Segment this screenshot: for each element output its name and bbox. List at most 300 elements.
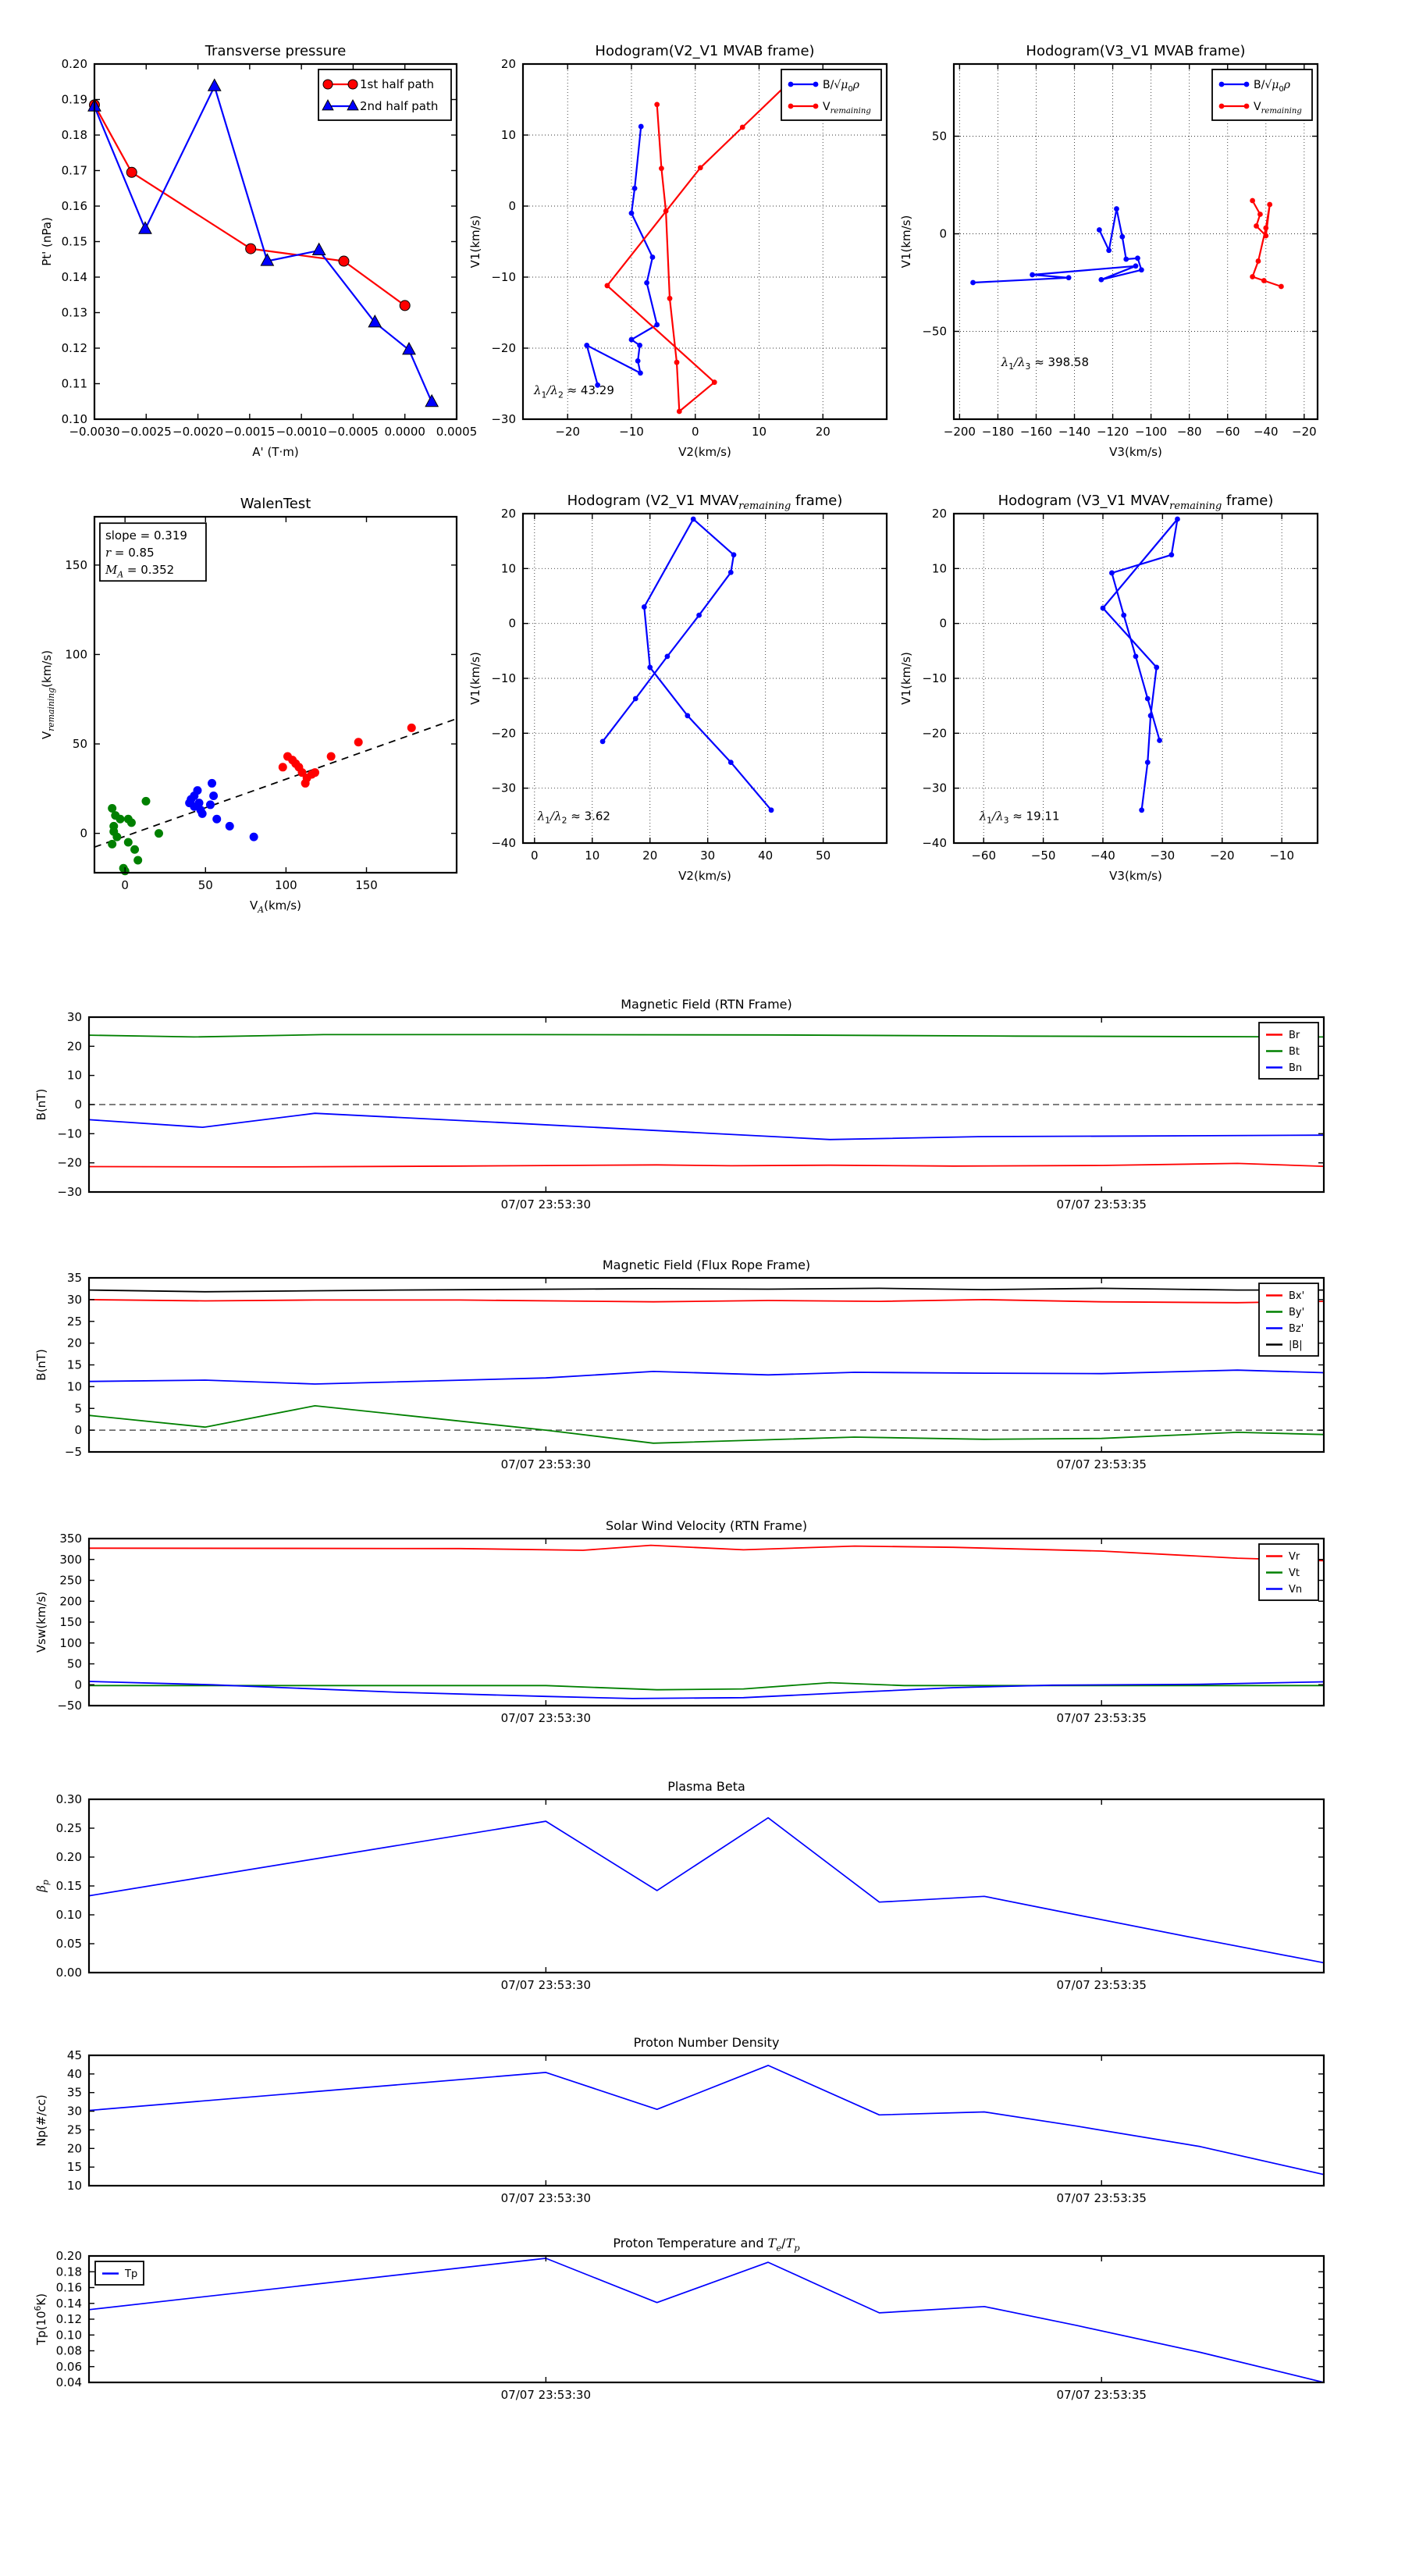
legend-label: |B| bbox=[1289, 1340, 1303, 1351]
x-tick-label: −0.0015 bbox=[224, 425, 276, 439]
series-V-remaining bbox=[607, 87, 784, 411]
x-tick-label: 07/07 23:53:35 bbox=[1056, 1457, 1147, 1471]
legend-label: By' bbox=[1289, 1307, 1305, 1318]
marker-dot bbox=[633, 696, 638, 702]
x-tick-label: −200 bbox=[943, 425, 976, 439]
annotation-text: r = 0.85 bbox=[105, 546, 155, 560]
marker-triangle bbox=[425, 395, 438, 407]
plot-proton-density bbox=[34, 2035, 1324, 2205]
y-tick-label: 10 bbox=[500, 128, 516, 142]
scatter-middle-interval bbox=[209, 792, 218, 800]
marker-dot bbox=[650, 254, 656, 260]
marker-dot bbox=[629, 337, 635, 343]
legend bbox=[1259, 1023, 1318, 1079]
plot-title: Solar Wind Velocity (RTN Frame) bbox=[605, 1518, 808, 1533]
marker-dot bbox=[677, 409, 682, 415]
x-tick-label: 07/07 23:53:35 bbox=[1056, 1978, 1147, 1992]
marker-dot bbox=[731, 552, 737, 557]
scatter-first-interval bbox=[133, 856, 142, 864]
y-axis-label: $Tp(10^6K)$ bbox=[33, 2293, 48, 2346]
y-tick-label: −20 bbox=[491, 726, 516, 741]
marker-dot bbox=[1066, 275, 1072, 280]
marker-circle bbox=[339, 256, 349, 266]
scatter-first-interval bbox=[155, 829, 163, 838]
y-tick-label: 20 bbox=[500, 57, 516, 71]
y-tick-label: 0.25 bbox=[55, 1821, 82, 1835]
plot-title: Proton Temperature and $T_e/T_p$ bbox=[613, 2236, 800, 2254]
plot-plasma-beta bbox=[34, 1779, 1324, 1992]
scatter-first-interval bbox=[127, 818, 136, 827]
y-tick-label: 20 bbox=[931, 507, 947, 521]
annotation-text: $\lambda_1/\lambda_2 \approx 43.29$ bbox=[533, 383, 614, 400]
x-tick-label: −100 bbox=[1135, 425, 1168, 439]
marker-dot bbox=[1168, 552, 1174, 557]
marker-dot bbox=[1263, 226, 1268, 231]
legend-label: Vn bbox=[1289, 1584, 1303, 1596]
series-Bt bbox=[89, 1034, 1324, 1037]
plot-hodogram-v3v1-mvav bbox=[899, 493, 1318, 883]
x-tick-label: 10 bbox=[585, 849, 600, 863]
series-B-sqrt-mu0rho bbox=[587, 126, 657, 385]
x-tick-label: −10 bbox=[619, 425, 644, 439]
x-tick-label: 0 bbox=[121, 878, 129, 892]
x-tick-label: 07/07 23:53:30 bbox=[500, 1711, 592, 1725]
marker-dot bbox=[1256, 258, 1261, 264]
y-tick-label: −20 bbox=[491, 341, 516, 355]
y-tick-label: −10 bbox=[922, 671, 947, 685]
marker-dot bbox=[696, 613, 702, 618]
marker-dot bbox=[1139, 267, 1144, 272]
scatter-middle-interval bbox=[226, 822, 234, 831]
y-tick-label: 15 bbox=[66, 2160, 82, 2175]
marker-dot bbox=[1145, 760, 1151, 765]
legend bbox=[1212, 69, 1312, 120]
marker-dot bbox=[813, 104, 819, 109]
marker-dot bbox=[788, 104, 794, 109]
y-tick-label: 0.17 bbox=[61, 163, 87, 178]
y-tick-label: 0.00 bbox=[55, 1966, 82, 1980]
marker-dot bbox=[638, 370, 643, 375]
marker-dot bbox=[665, 653, 670, 659]
y-tick-label: 0.11 bbox=[61, 376, 87, 391]
scatter-last-interval bbox=[279, 763, 287, 771]
annotation-text: slope = 0.319 bbox=[105, 528, 187, 543]
axes-frame bbox=[89, 1278, 1324, 1452]
marker-dot bbox=[674, 360, 680, 365]
x-tick-label: 07/07 23:53:30 bbox=[500, 1197, 592, 1212]
y-tick-label: 0.30 bbox=[55, 1792, 82, 1806]
x-tick-label: 0 bbox=[531, 849, 539, 863]
plot-title: Magnetic Field (RTN Frame) bbox=[621, 997, 792, 1012]
plot-title: Hodogram(V2_V1 MVAB frame) bbox=[595, 43, 815, 59]
y-tick-label: 0 bbox=[939, 226, 947, 241]
legend bbox=[1259, 1544, 1318, 1600]
x-axis-label: V2(km/s) bbox=[678, 869, 731, 883]
x-axis-label: V2(km/s) bbox=[678, 445, 731, 459]
marker-dot bbox=[1119, 234, 1125, 240]
marker-dot bbox=[728, 760, 734, 765]
marker-dot bbox=[1145, 696, 1151, 702]
y-tick-label: 25 bbox=[66, 1314, 82, 1329]
y-tick-label: 0.20 bbox=[55, 1850, 82, 1864]
x-axis-label: $V_A(km/s)$ bbox=[250, 898, 301, 916]
y-tick-label: 0.10 bbox=[55, 1908, 82, 1922]
y-tick-label: 0.15 bbox=[61, 234, 87, 249]
marker-dot bbox=[635, 358, 641, 364]
annotation-text: $\lambda_1/\lambda_3 \approx 398.58$ bbox=[1001, 354, 1090, 372]
x-tick-label: −0.0020 bbox=[173, 425, 224, 439]
marker-dot bbox=[740, 125, 745, 130]
series-beta-p bbox=[89, 1818, 1324, 1963]
x-tick-label: 07/07 23:53:35 bbox=[1056, 1197, 1147, 1212]
marker-dot bbox=[1250, 274, 1255, 279]
marker-dot bbox=[1267, 202, 1272, 208]
legend-label: $V_{remaining}$ bbox=[823, 101, 871, 116]
scatter-last-interval bbox=[311, 768, 319, 777]
axes-frame bbox=[89, 1799, 1324, 1973]
axes-frame bbox=[89, 2256, 1324, 2382]
y-tick-label: 0.04 bbox=[55, 2375, 82, 2389]
x-tick-label: 0 bbox=[691, 425, 699, 439]
y-tick-label: −50 bbox=[57, 1699, 82, 1713]
series-Vt bbox=[89, 1683, 1324, 1690]
y-tick-label: 0.14 bbox=[55, 2296, 82, 2311]
marker-dot bbox=[1219, 104, 1225, 109]
series-2nd half path bbox=[94, 87, 432, 403]
y-tick-label: 0.16 bbox=[55, 2280, 82, 2295]
x-tick-label: −120 bbox=[1096, 425, 1129, 439]
y-tick-label: 0 bbox=[508, 616, 516, 631]
y-tick-label: 100 bbox=[65, 647, 87, 662]
x-tick-label: 150 bbox=[355, 878, 378, 892]
scatter-first-interval bbox=[116, 815, 124, 824]
marker-dot bbox=[600, 738, 606, 744]
x-tick-label: 07/07 23:53:30 bbox=[500, 2191, 592, 2205]
x-tick-label: 07/07 23:53:30 bbox=[500, 1978, 592, 1992]
legend-label: 1st half path bbox=[360, 77, 435, 91]
y-tick-label: −50 bbox=[922, 324, 947, 339]
y-tick-label: 0.18 bbox=[61, 128, 87, 142]
y-tick-label: 50 bbox=[66, 1656, 82, 1671]
y-tick-label: 0.10 bbox=[55, 2328, 82, 2343]
y-tick-label: 100 bbox=[59, 1635, 82, 1650]
annotation-text: $M_A = 0.352$ bbox=[105, 563, 175, 580]
legend-label: Bz' bbox=[1289, 1323, 1304, 1335]
legend bbox=[318, 69, 451, 120]
legend bbox=[1259, 1283, 1318, 1356]
plot-vsw-rtn bbox=[34, 1518, 1324, 1725]
legend bbox=[95, 2261, 144, 2285]
marker-dot bbox=[638, 124, 644, 130]
x-tick-label: −180 bbox=[981, 425, 1015, 439]
series-Np bbox=[89, 2065, 1324, 2175]
scatter-last-interval bbox=[354, 738, 363, 746]
plot-walen-test bbox=[40, 496, 457, 915]
marker-dot bbox=[1139, 807, 1144, 813]
x-axis-label: A' (T·m) bbox=[252, 445, 299, 459]
plot-hodogram-v2v1-mvav bbox=[468, 493, 887, 883]
scatter-middle-interval bbox=[206, 800, 215, 809]
marker-dot bbox=[637, 343, 642, 348]
marker-dot bbox=[629, 211, 635, 216]
marker-dot bbox=[1279, 284, 1284, 290]
marker-dot bbox=[584, 343, 589, 348]
y-tick-label: 25 bbox=[66, 2122, 82, 2137]
marker-circle bbox=[126, 167, 137, 177]
x-tick-label: 40 bbox=[758, 849, 774, 863]
x-tick-label: 50 bbox=[816, 849, 831, 863]
scatter-last-interval bbox=[407, 724, 416, 732]
y-tick-label: 30 bbox=[66, 1010, 82, 1024]
x-tick-label: 07/07 23:53:35 bbox=[1056, 2191, 1147, 2205]
series-Bz-prime bbox=[89, 1370, 1324, 1384]
y-tick-label: −10 bbox=[491, 671, 516, 685]
y-tick-label: 20 bbox=[500, 507, 516, 521]
y-axis-label: Vsw(km/s) bbox=[34, 1591, 48, 1653]
series-V-path bbox=[603, 519, 771, 810]
plot-title: Hodogram(V3_V1 MVAB frame) bbox=[1026, 43, 1246, 59]
y-tick-label: 10 bbox=[66, 1068, 82, 1083]
marker-dot bbox=[691, 517, 696, 522]
y-tick-label: 10 bbox=[500, 561, 516, 576]
x-tick-label: 07/07 23:53:30 bbox=[500, 1457, 592, 1471]
y-tick-label: 0 bbox=[80, 826, 87, 841]
y-tick-label: 150 bbox=[65, 557, 87, 572]
y-tick-label: 20 bbox=[66, 1336, 82, 1350]
y-tick-label: 35 bbox=[66, 2085, 82, 2100]
scatter-middle-interval bbox=[198, 809, 207, 818]
x-tick-label: −0.0010 bbox=[276, 425, 327, 439]
marker-dot bbox=[1154, 665, 1159, 671]
marker-dot bbox=[1244, 82, 1250, 87]
marker-dot bbox=[654, 101, 660, 107]
marker-dot bbox=[1135, 255, 1140, 261]
scatter-middle-interval bbox=[212, 815, 221, 824]
x-tick-label: 100 bbox=[275, 878, 297, 892]
marker-dot bbox=[659, 165, 664, 171]
x-tick-label: −40 bbox=[1253, 425, 1279, 439]
y-tick-label: 40 bbox=[66, 2066, 82, 2081]
y-tick-label: 0.18 bbox=[55, 2265, 82, 2279]
plot-title: Hodogram (V3_V1 $MVAV_{remaining}$ frame) bbox=[998, 493, 1274, 513]
x-axis-label: V3(km/s) bbox=[1109, 869, 1162, 883]
y-tick-label: 45 bbox=[66, 2048, 82, 2062]
x-tick-label: −60 bbox=[1215, 425, 1240, 439]
y-tick-label: 200 bbox=[59, 1594, 82, 1609]
x-tick-label: 50 bbox=[197, 878, 213, 892]
series-Vr bbox=[89, 1546, 1324, 1561]
y-tick-label: 250 bbox=[59, 1573, 82, 1588]
marker-dot bbox=[1114, 206, 1119, 212]
series-Bx-prime bbox=[89, 1300, 1324, 1303]
series-By-prime bbox=[89, 1406, 1324, 1443]
x-tick-label: −0.0030 bbox=[69, 425, 120, 439]
marker-dot bbox=[970, 280, 976, 286]
marker-dot bbox=[1123, 257, 1129, 262]
y-tick-label: 0.20 bbox=[55, 2249, 82, 2263]
plot-title: Hodogram (V2_V1 $MVAV_{remaining}$ frame) bbox=[567, 493, 843, 513]
legend-label: $B/√\mu_0\rho$ bbox=[1254, 79, 1291, 94]
series-Bn bbox=[89, 1113, 1324, 1140]
scatter-middle-interval bbox=[208, 779, 216, 788]
x-tick-label: 07/07 23:53:35 bbox=[1056, 1711, 1147, 1725]
marker-dot bbox=[632, 186, 638, 191]
y-tick-label: 0 bbox=[74, 1678, 82, 1692]
y-tick-label: 0 bbox=[74, 1098, 82, 1112]
legend-label: $B/√\mu_0\rho$ bbox=[823, 79, 860, 94]
marker-dot bbox=[1101, 606, 1106, 611]
y-tick-label: 0.10 bbox=[61, 412, 87, 426]
y-tick-label: 30 bbox=[66, 2104, 82, 2119]
marker-dot bbox=[698, 165, 703, 170]
y-tick-label: 0 bbox=[508, 199, 516, 213]
y-tick-label: 0.20 bbox=[61, 57, 87, 71]
marker-dot bbox=[1250, 198, 1255, 204]
x-tick-label: −0.0005 bbox=[327, 425, 379, 439]
y-tick-label: −20 bbox=[57, 1155, 82, 1170]
y-tick-label: 0.19 bbox=[61, 92, 87, 107]
marker-dot bbox=[1263, 233, 1268, 239]
y-axis-label: Pt' (nPa) bbox=[40, 217, 54, 266]
y-axis-label: V1(km/s) bbox=[468, 215, 482, 269]
marker-dot bbox=[1098, 277, 1104, 283]
legend-label: Bx' bbox=[1289, 1290, 1305, 1302]
marker-dot bbox=[644, 280, 649, 286]
x-tick-label: −20 bbox=[1209, 849, 1235, 863]
y-tick-label: −40 bbox=[922, 836, 947, 850]
y-tick-label: 30 bbox=[66, 1292, 82, 1307]
marker-dot bbox=[1030, 272, 1035, 278]
scatter-last-interval bbox=[327, 753, 336, 761]
marker-dot bbox=[769, 807, 774, 813]
y-tick-label: 0.16 bbox=[61, 199, 87, 213]
marker-dot bbox=[1133, 653, 1139, 659]
marker-dot bbox=[1254, 223, 1259, 229]
marker-dot bbox=[1106, 247, 1112, 253]
marker-circle bbox=[323, 80, 333, 89]
series-Tp bbox=[89, 2258, 1324, 2382]
x-tick-label: 10 bbox=[751, 425, 767, 439]
y-tick-label: −30 bbox=[57, 1185, 82, 1199]
y-tick-label: 0 bbox=[939, 616, 947, 631]
x-tick-label: −20 bbox=[555, 425, 581, 439]
y-axis-label: $V_{remaining}(km/s)$ bbox=[40, 649, 57, 740]
legend-label: Vr bbox=[1289, 1551, 1300, 1563]
y-tick-label: 0.05 bbox=[55, 1937, 82, 1951]
y-tick-label: 0.14 bbox=[61, 270, 87, 284]
plot-title: Transverse pressure bbox=[205, 43, 347, 59]
marker-dot bbox=[813, 82, 819, 87]
y-tick-label: −30 bbox=[491, 412, 516, 426]
plot-mag-fluxrope bbox=[34, 1258, 1324, 1471]
marker-dot bbox=[654, 322, 660, 328]
y-tick-label: 0 bbox=[74, 1423, 82, 1438]
plot-title: Proton Number Density bbox=[633, 2035, 780, 2050]
series-fit-line bbox=[94, 719, 457, 847]
series-B-magnitude bbox=[89, 1288, 1324, 1291]
scatter-first-interval bbox=[141, 797, 150, 806]
y-axis-label: Np(#/cc) bbox=[34, 2094, 48, 2147]
y-tick-label: 50 bbox=[72, 737, 87, 752]
plot-title: WalenTest bbox=[240, 496, 311, 512]
plot-proton-temp bbox=[33, 2236, 1324, 2402]
scatter-first-interval bbox=[108, 840, 116, 849]
legend-label: Tp bbox=[125, 2268, 138, 2280]
y-tick-label: −40 bbox=[491, 836, 516, 850]
marker-triangle bbox=[208, 79, 221, 91]
y-tick-label: 0.13 bbox=[61, 305, 87, 320]
marker-dot bbox=[1257, 212, 1263, 217]
marker-triangle bbox=[403, 343, 415, 354]
marker-dot bbox=[1219, 82, 1225, 87]
y-tick-label: 0.08 bbox=[55, 2343, 82, 2358]
x-tick-label: 07/07 23:53:35 bbox=[1056, 2388, 1147, 2402]
y-tick-label: −10 bbox=[57, 1126, 82, 1141]
marker-dot bbox=[1261, 278, 1267, 283]
series-B-sqrt-mu0rho bbox=[973, 209, 1142, 283]
series-V-path bbox=[1103, 519, 1178, 810]
x-tick-label: −10 bbox=[1269, 849, 1294, 863]
scatter-first-interval bbox=[130, 845, 139, 854]
x-axis-label: V3(km/s) bbox=[1109, 445, 1162, 459]
y-tick-label: 350 bbox=[59, 1532, 82, 1546]
y-tick-label: 5 bbox=[74, 1401, 82, 1416]
x-tick-label: 0.0005 bbox=[436, 425, 478, 439]
y-tick-label: 20 bbox=[66, 2141, 82, 2156]
legend-label: 2nd half path bbox=[360, 99, 439, 113]
marker-dot bbox=[1157, 738, 1162, 743]
x-tick-label: −60 bbox=[971, 849, 997, 863]
scatter-middle-interval bbox=[193, 786, 201, 795]
marker-dot bbox=[1097, 227, 1102, 233]
y-tick-label: 300 bbox=[59, 1552, 82, 1567]
legend-label: Bt bbox=[1289, 1046, 1300, 1058]
x-tick-label: 07/07 23:53:30 bbox=[500, 2388, 592, 2402]
series-Br bbox=[89, 1163, 1324, 1167]
marker-dot bbox=[712, 379, 717, 385]
axes-frame bbox=[89, 1539, 1324, 1706]
y-tick-label: 0.15 bbox=[55, 1879, 82, 1893]
y-axis-label: V1(km/s) bbox=[899, 652, 913, 705]
x-tick-label: −20 bbox=[1292, 425, 1317, 439]
y-tick-label: 0.12 bbox=[55, 2312, 82, 2326]
y-tick-label: −30 bbox=[491, 781, 516, 795]
x-tick-label: −140 bbox=[1058, 425, 1091, 439]
marker-dot bbox=[647, 665, 653, 671]
y-tick-label: 0.12 bbox=[61, 341, 87, 355]
plot-mag-rtn bbox=[34, 997, 1324, 1212]
marker-dot bbox=[1148, 713, 1154, 718]
y-tick-label: 10 bbox=[931, 561, 947, 576]
y-tick-label: 20 bbox=[66, 1039, 82, 1054]
marker-dot bbox=[788, 82, 794, 87]
legend-label: Bn bbox=[1289, 1062, 1303, 1074]
marker-dot bbox=[605, 283, 610, 289]
plot-hodogram-v2v1-mvab bbox=[468, 43, 887, 459]
marker-dot bbox=[667, 296, 673, 301]
x-tick-label: −30 bbox=[1150, 849, 1176, 863]
marker-circle bbox=[400, 301, 410, 311]
marker-dot bbox=[663, 208, 669, 214]
y-tick-label: −20 bbox=[922, 726, 947, 741]
y-tick-label: 15 bbox=[66, 1357, 82, 1372]
y-tick-label: −30 bbox=[922, 781, 947, 795]
marker-dot bbox=[1109, 571, 1115, 576]
scatter-first-interval bbox=[124, 838, 133, 847]
y-tick-label: 35 bbox=[66, 1271, 82, 1285]
x-tick-label: −0.0025 bbox=[120, 425, 172, 439]
marker-dot bbox=[1175, 517, 1180, 522]
